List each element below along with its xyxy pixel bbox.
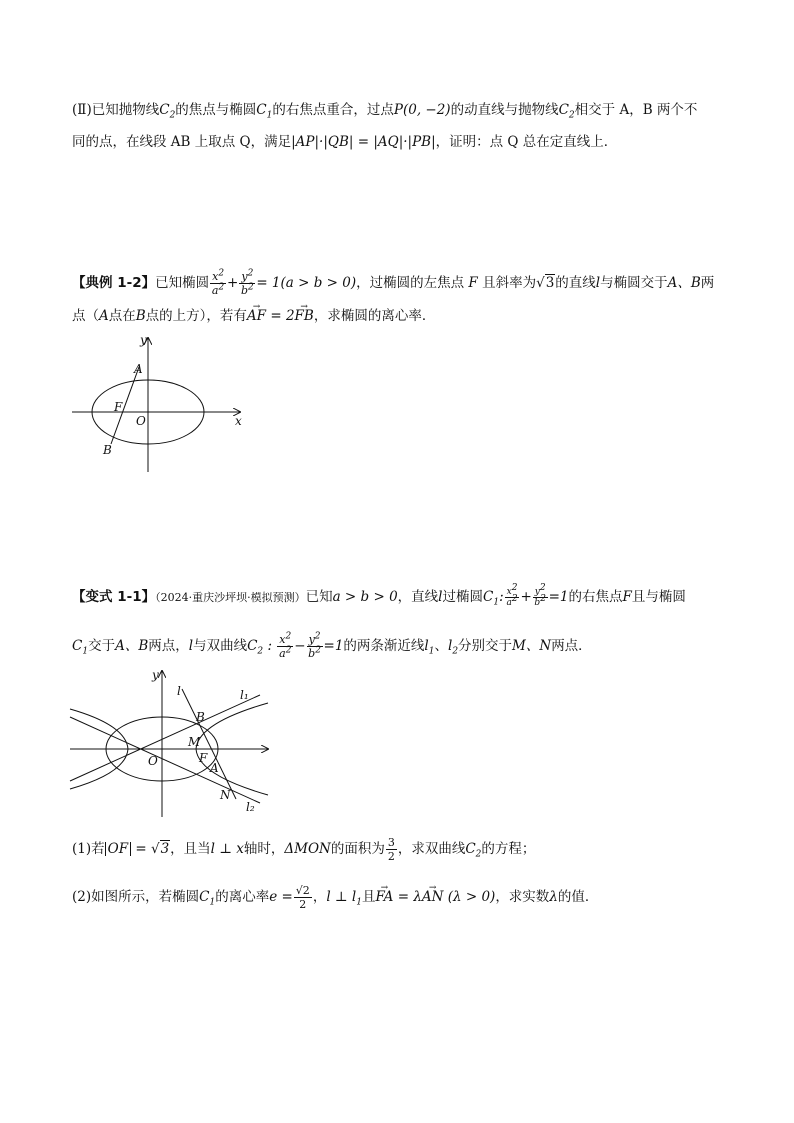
label-O: O [136,414,146,428]
text: 两 [700,275,715,291]
frac-eccentricity: $\frac{√2}{2}$ [295,884,310,911]
hyperbola-figure [68,665,278,825]
label-B: B [196,710,205,724]
text: 点的上方），若有 [145,308,247,324]
math-l: l [188,638,194,654]
text: 的离心率 [215,889,270,905]
text: 两点． [551,638,592,654]
math-AB: A、B [115,638,149,654]
text: 的值． [557,889,599,905]
text: 分别交于 [458,638,513,654]
frac-x2-a2: $\frac{x^2}{a^2}$ [211,268,225,297]
text: 相交于 A，B 两个不 [574,102,698,118]
text: 若 [91,841,105,857]
math-C1: $C_1$ [199,889,216,908]
label-M: M [188,735,201,749]
text: ，直线 [397,589,439,605]
text: 且与椭圆 [631,589,686,605]
math-e: e = [269,889,293,905]
text: ， [312,889,327,905]
math-F: F [622,589,632,605]
math-l: l [438,589,443,605]
label-x: x [235,414,242,428]
text: 轴时， [243,841,285,857]
problem2-line1 [72,100,697,120]
text: 的直线 [555,275,596,291]
text: 的右焦点 [568,589,623,605]
text: 点在 [108,308,136,324]
math-l2: $l_2$ [447,638,459,657]
math-C2-hyperbola: $C_2$ : $\frac{x^2}{a^2}$ − $\frac{y^2}{b^2}$ =1 [247,631,344,660]
variant11-line2 [72,633,592,660]
math-l1: $l_1$ [424,638,435,657]
example12-line2 [72,306,435,326]
label-F: F [114,400,123,414]
text: ，求实数 [495,889,550,905]
math-C1: $C_1$ [72,638,89,657]
text: 的动直线与抛物线 [450,102,559,118]
math-vector-equation: → FA = λ→ AN (λ > 0) [375,889,495,905]
example12-line1: 【典例 1-2】已知椭圆 $\frac{x^2}{a^2}$ + $\frac{y^2}{b^2}$ = 1(a > b > 0)，过椭圆的左焦点 F 且斜率为√3的直线l与椭圆交于A、B两 [72,268,715,297]
label-A: A [210,761,219,775]
variant11-q1 [72,836,535,863]
math-condition: |AP|·|QB| = |AQ|·|PB| [291,134,436,150]
math-AB: A、B [667,275,701,291]
label-A: A [134,362,143,376]
text: 点（ [72,308,99,324]
problem2-line2 [72,132,617,152]
math-MN: M、N [512,638,552,654]
math-condition: a > b > 0 [332,589,398,605]
text: ，求椭圆的离心率． [313,308,436,324]
text: ，过椭圆的左焦点 [356,275,465,291]
math-C1-ellipse: $C_1$: $\frac{x^2}{a^2}$ + $\frac{y^2}{b^2}$ =1 [483,583,569,608]
math-triangle: ΔMON [284,841,331,857]
math-C1: $C_1$ [256,102,273,121]
text: 如图所示，若椭圆 [91,889,200,905]
math-C2: $C_2$ [465,841,482,860]
math-sqrt3: √3 [536,275,555,291]
label-l1: l₁ [240,688,249,702]
text: 、 [434,638,448,654]
text: 与双曲线 [193,638,248,654]
source-note: （2024·重庆沙坪坝·模拟预测） [155,591,306,604]
example-tag: 【典例 1-2】 [72,275,156,291]
math-A: A [99,308,109,324]
math-l: l [595,275,601,291]
math-C2: $C_2$ [159,102,176,121]
problem-label: (Ⅱ) [72,102,92,118]
label-y: y [152,668,159,682]
text: ，求双曲线 [397,841,466,857]
math-perp: l ⊥ x [210,841,244,857]
text: ，证明：点 Q 总在定直线上． [435,134,618,150]
text: 且斜率为 [482,275,537,291]
text: 与椭圆交于 [600,275,668,291]
text: 的右焦点重合，过点 [272,102,394,118]
text: 交于 [88,638,116,654]
ellipse-figure [70,332,250,477]
variant11-line1 [72,583,686,608]
frac-area: $\frac{3}{2}$ [387,836,395,863]
frac-y2-b2: $\frac{y^2}{b^2}$ [240,268,254,297]
math-condition: OF = √3 [105,841,171,857]
label-F: F [199,751,208,765]
variant-tag: 【变式 1-1】 [72,589,156,605]
math-vector-equation: → AF = 2→ FB [247,308,314,324]
text: 同的点，在线段 AB 上取点 Q，满足 [72,134,292,150]
math-lambda: λ [549,889,558,905]
math-F: F [468,275,478,291]
text: 的方程； [481,841,536,857]
text: 两点， [148,638,189,654]
text: ，且当 [170,841,211,857]
text: 的两条渐近线 [343,638,425,654]
label-l: l [177,684,181,698]
math-C2: $C_2$ [558,102,575,121]
text: 已知椭圆 [155,275,210,291]
label-y: y [140,333,147,347]
question-number: (2) [72,889,92,905]
label-O: O [148,754,158,768]
label-l2: l₂ [246,800,255,814]
math-condition: = 1(a > b > 0) [256,275,357,291]
question-number: (1) [72,841,92,857]
asymptote-l1 [70,695,260,781]
text: 已知 [305,589,333,605]
label-B: B [103,443,112,457]
text: 过椭圆 [442,589,483,605]
label-N: N [220,788,231,802]
variant11-q2 [72,884,598,911]
text: 的焦点与椭圆 [175,102,257,118]
math-perp: l ⊥ $l_1$ [326,889,362,908]
math-B: B [135,308,146,324]
text: 的面积为 [330,841,385,857]
text: 已知抛物线 [91,102,160,118]
math-point-P: P(0, −2) [393,102,451,118]
text: 且 [361,889,376,905]
